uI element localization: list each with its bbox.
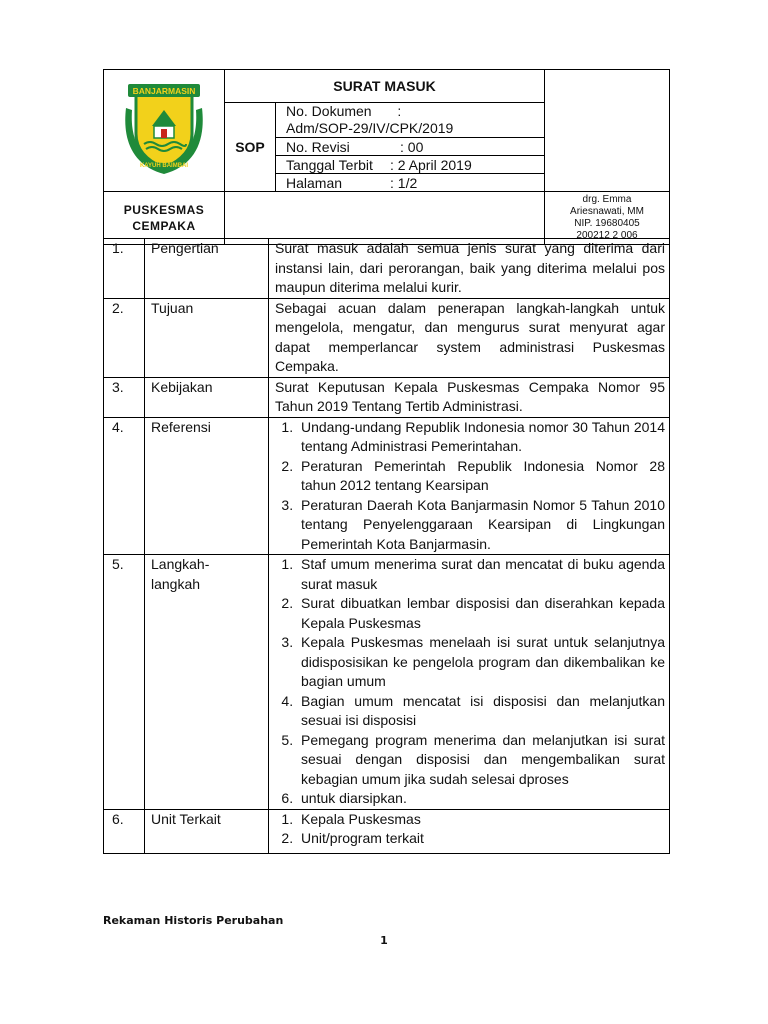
issue-date [276,156,544,174]
list-item: 1. Undang-undang Republik Indonesia nomor 30 Tahun 2014 tentang Administrasi Pemerintahan. [297,418,665,457]
doc-number [276,103,544,138]
row-label: Tujuan [145,298,269,377]
table-row [104,417,670,555]
row-label: Referensi [145,417,269,555]
list-item: 2. Unit/program terkait [297,829,665,849]
row-content [269,555,670,810]
list-item: 1. Staf umum menerima surat dan mencatat di buku agenda surat masuk [297,555,665,594]
logo-cell [104,70,225,192]
signatory-nip-2: 200212 2 006 [576,230,638,241]
signature-blank [225,192,545,245]
row-content: Surat Keputusan Kepala Puskesmas Cempaka Nomor 95 Tahun 2019 Tentang Tertib Administrasi. [269,377,670,417]
org-line-2: CEMPAKA [132,219,196,233]
row-content: Surat masuk adalah semua jenis surat yang diterima dari instansi lain, dari perorangan, baik yang diterima melalui pos maupun diterima melalui kurir. [269,239,670,299]
organization-name [104,192,225,245]
row-number: 2. [104,298,145,377]
row-number: 4. [104,417,145,555]
sop-header-table [103,69,670,245]
row-number: 1. [104,239,145,299]
header-right-blank [545,70,670,192]
row-number: 3. [104,377,145,417]
table-row [104,555,670,810]
svg-text:KAYUH BAIMBAI: KAYUH BAIMBAI [139,163,189,169]
row-content [269,809,670,853]
issue-date-label: Tanggal Terbit [286,156,373,173]
revision [276,138,544,156]
document-meta [276,103,544,191]
signatory-name-1: drg. Emma [582,194,632,205]
row-number: 6. [104,809,145,853]
row-number: 5. [104,555,145,810]
table-row [104,239,670,299]
list-item: 3. Kepala Puskesmas menelaah isi surat untuk selanjutnya didisposisikan ke pengelola program dan dikembalikan ke bagian umum [297,633,665,692]
page-info-value: : 1/2 [390,174,418,191]
sop-content-table [103,238,670,854]
svg-text:BANJARMASIN: BANJARMASIN [132,86,196,96]
row-content [269,417,670,555]
list-item: 2. Peraturan Pemerintah Republik Indonesia Nomor 28 tahun 2012 tentang Kearsipan [297,457,665,496]
row-content: Sebagai acuan dalam penerapan langkah-langkah untuk mengelola, mengatur, dan mengurus surat menyurat agar dapat memperlancar system administrasi Puskesmas Cempaka. [269,298,670,377]
list-item: 1. Kepala Puskesmas [297,810,665,830]
sop-title: SURAT MASUK [225,70,545,103]
row-label: Kebijakan [145,377,269,417]
table-row [104,809,670,853]
page-info [276,174,544,192]
page-number: 1 [380,934,388,947]
table-row [104,377,670,417]
org-line-1: PUSKESMAS [123,203,205,217]
issue-date-value: : 2 April 2019 [390,156,472,173]
row-label: Langkah-langkah [145,555,269,810]
signatory-nip-1: NIP. 19680405 [574,218,640,229]
related-units-list [275,810,665,849]
steps-list [275,555,665,809]
change-history-label: Rekaman Historis Perubahan [103,914,284,927]
sop-label: SOP [225,103,276,192]
list-item: 5. Pemegang program menerima dan melanjutkan isi surat sesuai dengan disposisi dan mengembalikan surat kebagian umum jika sudah selesai dproses [297,731,665,790]
doc-number-sep: : [397,103,402,119]
doc-number-value: Adm/SOP-29/IV/CPK/2019 [286,120,454,136]
row-label: Pengertian [145,239,269,299]
signatory [545,192,670,245]
list-item: 2. Surat dibuatkan lembar disposisi dan diserahkan kepada Kepala Puskesmas [297,594,665,633]
list-item: 4. Bagian umum mencatat isi disposisi dan melanjutkan sesuai isi disposisi [297,692,665,731]
list-item: 3. Peraturan Daerah Kota Banjarmasin Nomor 5 Tahun 2010 tentang Penyelenggaraan Kearsipan di Lingkungan Pemerintah Kota Banjarmasin. [297,496,665,555]
doc-number-label: No. Dokumen [286,103,372,119]
banjarmasin-logo [118,78,210,178]
signatory-name-2: Ariesnawati, MM [570,206,644,217]
page-info-label: Halaman [286,174,343,191]
revision-label: No. Revisi [286,138,350,155]
table-row [104,298,670,377]
reference-list [275,418,665,555]
row-label: Unit Terkait [145,809,269,853]
revision-value: : 00 [400,138,424,155]
list-item: 6. untuk diarsipkan. [297,789,665,809]
document-meta-cell [276,103,545,192]
